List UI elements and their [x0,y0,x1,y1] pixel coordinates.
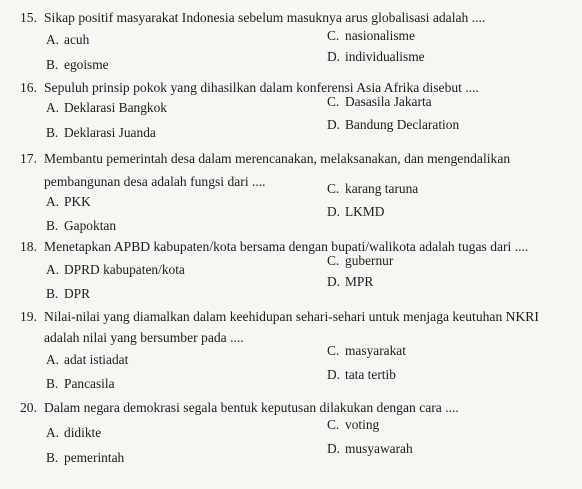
option-16-a[interactable]: A. Deklarasi Bangkok [46,100,168,115]
option-20-d[interactable]: D. musyawarah [327,441,413,456]
option-15-b[interactable]: B. egoisme [46,57,109,72]
option-17-b[interactable]: B. Gapoktan [46,218,117,233]
option-17-a[interactable]: A. PKK [46,194,91,209]
option-18-a[interactable]: A. DPRD kabupaten/kota [46,262,185,277]
option-18-c[interactable]: C. gubernur [327,253,394,268]
question-19 [20,309,539,325]
question-number: 18. [20,239,37,254]
option-16-c[interactable]: C. Dasasila Jakarta [327,94,432,109]
option-18-b[interactable]: B. DPR [46,286,91,301]
question-15 [20,10,485,26]
question-text: Dalam negara demokrasi segala bentuk keputusan dilakukan dengan cara .... [44,400,459,415]
option-16-d[interactable]: D. Bandung Declaration [327,117,460,132]
question-19-continuation: adalah nilai yang bersumber pada .... [44,330,244,345]
option-20-c[interactable]: C. voting [327,417,380,432]
option-15-d[interactable]: D. individualisme [327,49,425,64]
option-17-c[interactable]: C. karang taruna [327,181,419,196]
question-text: Membantu pemerintah desa dalam merencanakan, melaksanakan, dan mengendalikan [44,151,511,166]
question-text: Sepuluh prinsip pokok yang dihasilkan dalam konferensi Asia Afrika disebut .... [44,80,479,95]
question-text: Menetapkan APBD kabupaten/kota bersama dengan bupati/walikota adalah tugas dari .... [44,239,529,254]
question-number: 19. [20,309,37,324]
option-19-b[interactable]: B. Pancasila [46,376,115,391]
option-16-b[interactable]: B. Deklarasi Juanda [46,125,156,140]
question-text: Nilai-nilai yang diamalkan dalam keehidupan sehari-sehari untuk menjaga keutuhan NKRI [44,309,539,324]
option-19-c[interactable]: C. masyarakat [327,343,406,358]
question-17 [20,151,510,167]
question-20 [20,400,459,416]
question-18 [20,239,528,255]
question-17-continuation: pembangunan desa adalah fungsi dari .... [44,174,266,189]
option-15-a[interactable]: A. acuh [46,32,90,47]
question-number: 16. [20,80,37,95]
question-text: Sikap positif masyarakat Indonesia sebelum masuknya arus globalisasi adalah .... [44,10,486,25]
option-19-a[interactable]: A. adat istiadat [46,352,129,367]
option-20-a[interactable]: A. didikte [46,425,102,440]
question-number: 17. [20,151,37,166]
question-number: 20. [20,400,37,415]
option-20-b[interactable]: B. pemerintah [46,450,125,465]
option-18-d[interactable]: D. MPR [327,274,374,289]
option-19-d[interactable]: D. tata tertib [327,367,396,382]
question-number: 15. [20,10,37,25]
option-17-d[interactable]: D. LKMD [327,204,385,219]
option-15-c[interactable]: C. nasionalisme [327,28,415,43]
